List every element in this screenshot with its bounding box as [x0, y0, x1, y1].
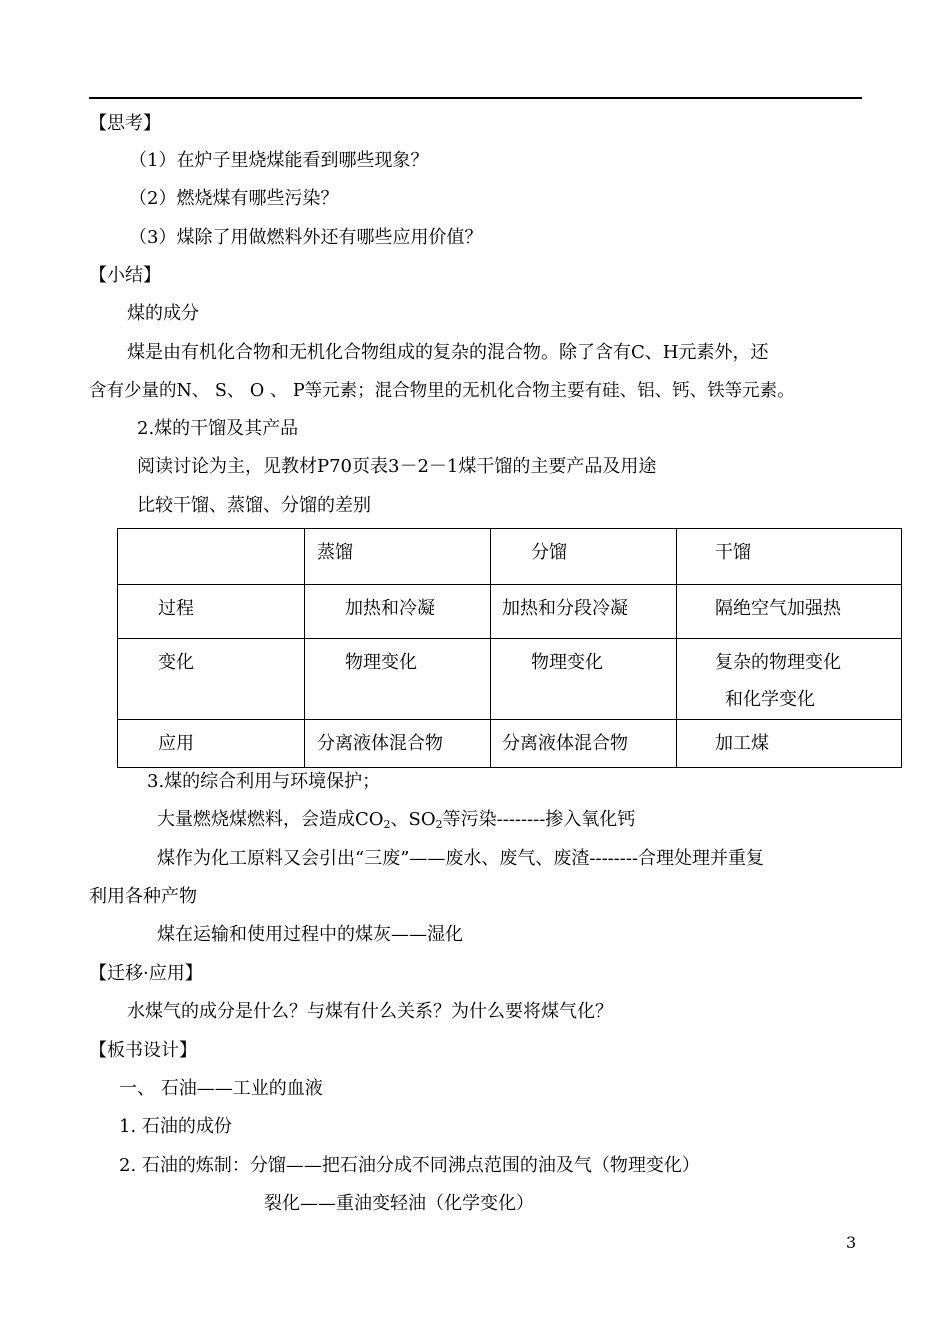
board-item-1: 一、 石油——工业的血液	[119, 1078, 323, 1099]
table-row	[118, 639, 902, 720]
table-header-cell: 分馏	[491, 529, 677, 585]
comparison-table	[117, 528, 902, 768]
table-cell: 隔绝空气加强热	[677, 585, 902, 639]
header-rule	[89, 97, 862, 99]
table-cell: 物理变化	[491, 639, 677, 720]
coal-components-para-1: 煤是由有机化合物和无机化合物组成的复杂的混合物。除了含有C、H元素外，还	[127, 342, 769, 363]
table-row	[118, 585, 902, 639]
table-cell: 复杂的物理变化 和化学变化	[677, 639, 902, 720]
page-number: 3	[846, 1233, 857, 1252]
utilization-line-3: 煤在运输和使用过程中的煤灰——湿化	[157, 924, 463, 945]
coal-components-title: 煤的成分	[127, 303, 199, 324]
summary-heading: 【小结】	[89, 265, 161, 286]
transfer-question: 水煤气的成分是什么？与煤有什么关系？为什么要将煤气化？	[127, 1001, 613, 1022]
think-question-1: （1）在炉子里烧煤能看到哪些现象？	[129, 150, 429, 171]
think-question-3: （3）煤除了用做燃料外还有哪些应用价值？	[129, 227, 483, 248]
utilization-line-1: 大量燃烧煤燃料，会造成$CO_2$、$SO_2$等污染--------掺入氧化钙	[157, 809, 636, 831]
compare-title: 比较干馏、蒸馏、分馏的差别	[137, 495, 371, 516]
table-cell: 物理变化	[305, 639, 491, 720]
utilization-title: 3.煤的综合利用与环境保护；	[147, 771, 381, 792]
table-cell: 变化	[118, 639, 305, 720]
table-header-cell: 蒸馏	[305, 529, 491, 585]
board-item-3: 2. 石油的炼制：分馏——把石油分成不同沸点范围的油及气（物理变化）	[119, 1155, 700, 1176]
table-cell: 加热和分段冷凝	[491, 585, 677, 639]
dry-distill-reading: 阅读讨论为主，见教材P70页表3－2－1煤干馏的主要产品及用途	[137, 456, 657, 477]
table-cell: 加工煤	[677, 720, 902, 768]
table-cell: 分离液体混合物	[491, 720, 677, 768]
think-question-2: （2）燃烧煤有哪些污染？	[129, 188, 339, 209]
coal-components-para-2: 含有少量的N、 S、 O 、 P等元素；混合物里的无机化合物主要有硅、铝、钙、铁等元素。	[89, 381, 795, 401]
table-cell-continuation: 和化学变化	[725, 689, 815, 710]
transfer-heading: 【迁移·应用】	[89, 963, 203, 984]
table-header-row	[118, 529, 902, 585]
utilization-line-2a: 煤作为化工原料又会引出“三废”——废水、废气、废渣--------合理处理并重复	[157, 848, 765, 869]
board-item-4: 裂化——重油变轻油（化学变化）	[264, 1193, 534, 1214]
think-heading: 【思考】	[89, 113, 161, 134]
board-item-2: 1. 石油的成份	[119, 1116, 232, 1137]
table-cell: 加热和冷凝	[305, 585, 491, 639]
table-cell: 过程	[118, 585, 305, 639]
dry-distill-title: 2.煤的干馏及其产品	[137, 418, 299, 439]
table-cell: 分离液体混合物	[305, 720, 491, 768]
board-heading: 【板书设计】	[89, 1040, 197, 1061]
table-row	[118, 720, 902, 768]
utilization-line-2b: 利用各种产物	[89, 886, 197, 907]
table-header-cell: 干馏	[677, 529, 902, 585]
table-cell: 应用	[118, 720, 305, 768]
table-header-cell	[118, 529, 305, 585]
